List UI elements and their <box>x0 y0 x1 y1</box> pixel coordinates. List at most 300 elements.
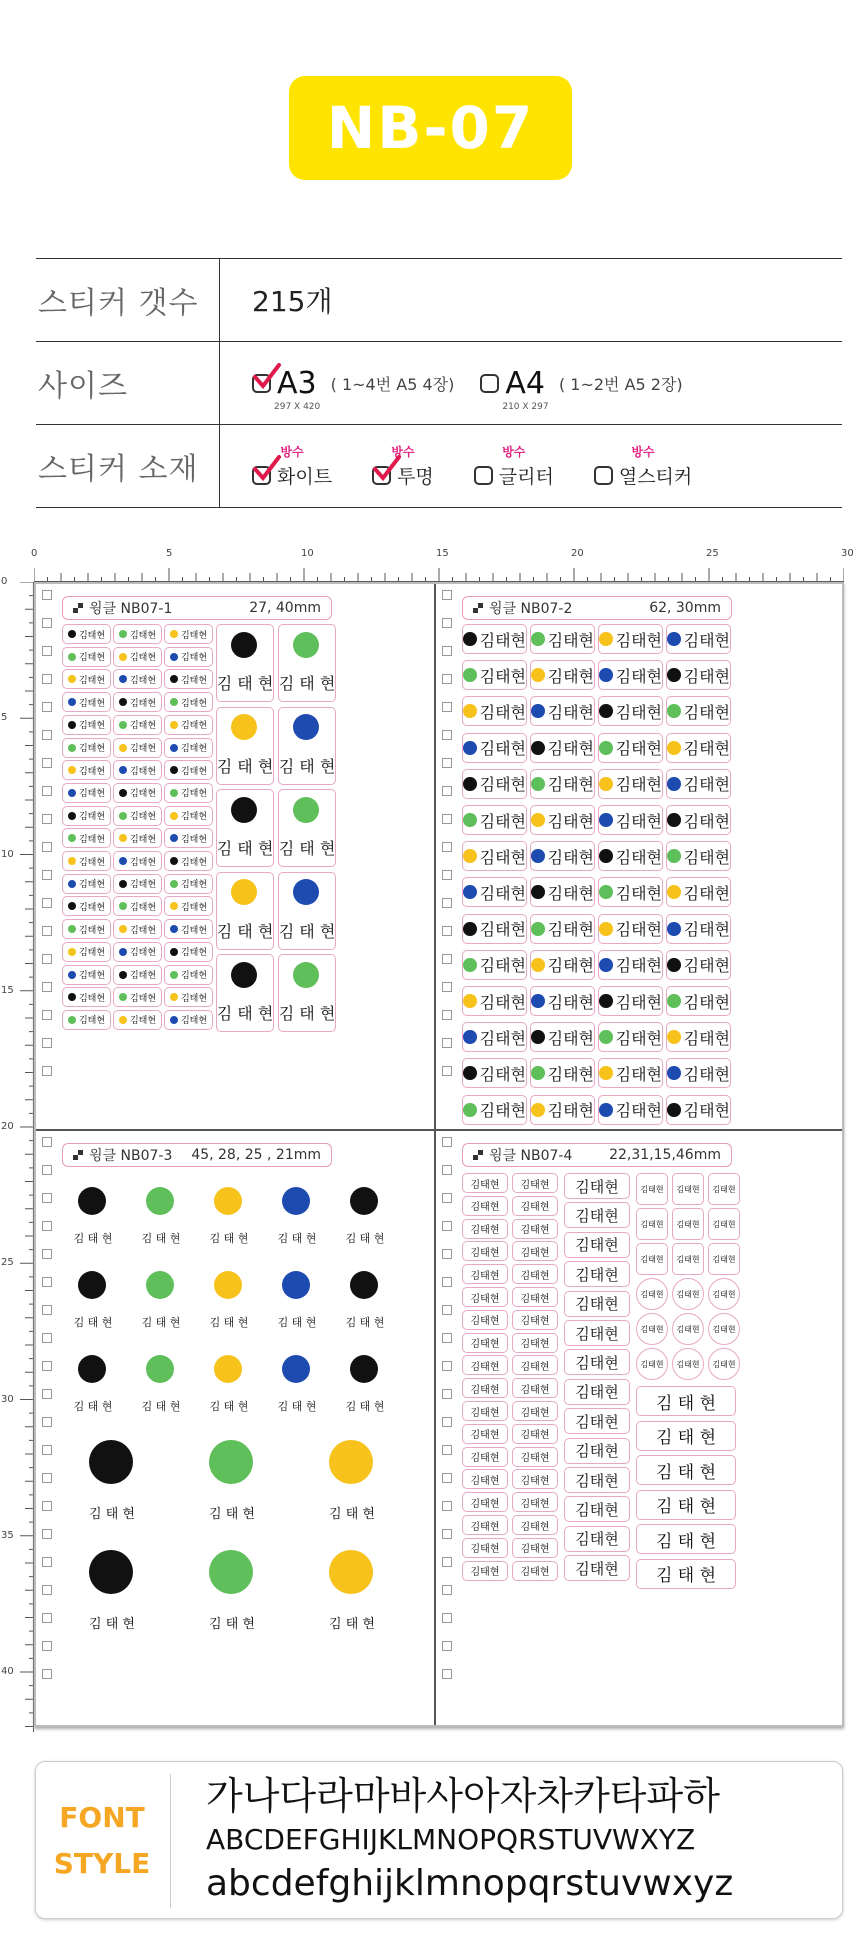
sticker-name: 김태현 <box>479 847 526 867</box>
name-sticker <box>462 660 527 690</box>
animal-icon <box>667 777 681 791</box>
sticker-name: 김태현 <box>180 948 208 959</box>
sticker-name: 김태현 <box>470 1316 500 1328</box>
sticker-name: 김태현 <box>683 630 730 650</box>
material-checkbox[interactable] <box>474 466 493 485</box>
name-sticker <box>512 1310 558 1330</box>
sticker-name: 김태현 <box>676 1359 700 1369</box>
name-sticker <box>130 1179 192 1253</box>
animal-icon <box>599 632 613 646</box>
sticker-name: 김태현 <box>547 920 594 940</box>
name-sticker <box>598 624 663 654</box>
binder-hole <box>442 1557 452 1567</box>
sticker-name: 김태현 <box>676 1254 700 1264</box>
quadrant-title <box>73 598 172 618</box>
animal-icon <box>68 971 76 979</box>
animal-icon <box>68 653 76 661</box>
sticker-name: 김태현 <box>520 1179 550 1191</box>
name-sticker <box>164 965 213 985</box>
name-sticker <box>636 1278 668 1310</box>
name-sticker <box>462 1287 508 1307</box>
binder-hole <box>42 1038 52 1048</box>
animal-icon <box>667 922 681 936</box>
name-sticker <box>512 1401 558 1421</box>
animal-icon <box>463 777 477 791</box>
sticker-name: 김 태 현 <box>345 1399 385 1413</box>
name-sticker <box>113 987 162 1007</box>
animal-icon <box>89 1550 133 1594</box>
sticker-name: 김 태 현 <box>216 1004 274 1024</box>
animal-icon <box>463 668 477 682</box>
sticker-name: 김태현 <box>520 1567 550 1579</box>
sticker-name: 김태현 <box>575 1383 619 1402</box>
name-sticker <box>462 1264 508 1284</box>
size-a4-label: A4 <box>505 365 545 401</box>
quadrant-header <box>62 596 332 620</box>
binder-hole <box>42 1305 52 1315</box>
animal-icon <box>119 766 127 774</box>
sticker-name: 김태현 <box>547 847 594 867</box>
binder-hole <box>442 898 452 908</box>
ruler-top-number: 15 <box>436 548 449 559</box>
sticker-name: 김태현 <box>615 739 662 759</box>
name-sticker <box>636 1243 668 1275</box>
animal-icon <box>68 675 76 683</box>
sticker-name: 김 태 현 <box>655 1531 717 1552</box>
name-sticker <box>113 919 162 939</box>
size-a3-checkbox[interactable] <box>252 374 271 393</box>
sticker-name: 김태현 <box>520 1225 550 1237</box>
sticker-name: 김 태 현 <box>216 756 274 776</box>
name-sticker <box>598 841 663 871</box>
binder-hole <box>42 1137 52 1147</box>
binder-hole <box>42 1249 52 1259</box>
name-sticker <box>530 986 595 1016</box>
material-checkbox[interactable] <box>594 466 613 485</box>
sticker-name: 김태현 <box>547 811 594 831</box>
name-sticker <box>62 624 111 644</box>
binder-hole <box>442 1137 452 1147</box>
name-sticker <box>462 1219 508 1239</box>
sticker-name: 김태현 <box>615 883 662 903</box>
sticker-sheet <box>34 582 844 1727</box>
quadrant-header <box>462 1143 732 1167</box>
sticker-name: 김태현 <box>180 993 208 1004</box>
name-sticker <box>164 851 213 871</box>
animal-icon <box>599 994 613 1008</box>
animal-icon <box>68 698 76 706</box>
sticker-name: 김태현 <box>683 992 730 1012</box>
name-sticker <box>62 760 111 780</box>
checkmark-icon <box>372 454 402 484</box>
sticker-name: 김태현 <box>129 789 157 800</box>
name-sticker <box>672 1243 704 1275</box>
ruler-top-number: 30 <box>841 548 854 559</box>
sticker-name: 김 태 현 <box>209 1315 249 1329</box>
name-sticker <box>512 1219 558 1239</box>
sticker-name: 김 태 현 <box>209 1616 255 1632</box>
sticker-name: 김태현 <box>575 1177 619 1196</box>
quadrant-header <box>62 1143 332 1167</box>
sticker-name: 김태현 <box>683 883 730 903</box>
size-option-a3[interactable] <box>252 365 455 412</box>
name-sticker <box>708 1278 740 1310</box>
binder-hole <box>442 814 452 824</box>
animal-icon <box>214 1355 242 1383</box>
animal-icon <box>667 1066 681 1080</box>
sticker-name: 김태현 <box>78 993 106 1004</box>
name-sticker <box>672 1208 704 1240</box>
name-sticker <box>564 1526 630 1552</box>
name-sticker <box>216 624 274 702</box>
animal-icon <box>599 1030 613 1044</box>
name-sticker <box>278 872 336 950</box>
animal-icon <box>350 1355 378 1383</box>
font-divider <box>170 1774 171 1908</box>
ruler-left-number: 20 <box>1 1121 14 1132</box>
name-sticker <box>462 1310 508 1330</box>
binder-holes <box>42 1137 52 1697</box>
binder-hole <box>442 954 452 964</box>
animal-icon <box>463 849 477 863</box>
sticker-name: 김 태 현 <box>655 1566 717 1586</box>
spec-row-size <box>36 342 842 425</box>
binder-hole <box>42 786 52 796</box>
name-sticker <box>636 1348 668 1380</box>
material-option[interactable] <box>474 443 554 489</box>
name-sticker <box>672 1278 704 1310</box>
name-sticker <box>666 986 731 1016</box>
name-sticker <box>113 738 162 758</box>
animal-icon <box>119 834 127 842</box>
name-sticker <box>598 1022 663 1052</box>
animal-icon <box>146 1355 174 1383</box>
name-sticker <box>530 769 595 799</box>
name-sticker <box>62 783 111 803</box>
sticker-name: 김태현 <box>180 653 208 664</box>
animal-icon <box>293 714 319 740</box>
name-sticker <box>164 669 213 689</box>
sticker-name: 김태현 <box>470 1225 500 1237</box>
sticker-name: 김태현 <box>520 1270 550 1282</box>
animal-icon <box>170 1016 178 1024</box>
name-sticker <box>512 1355 558 1375</box>
sticker-name: 김태현 <box>470 1293 500 1305</box>
material-checkbox[interactable] <box>252 466 271 485</box>
name-sticker <box>462 1447 508 1467</box>
sticker-name: 김태현 <box>78 880 106 891</box>
material-option[interactable] <box>594 443 692 489</box>
animal-icon <box>170 630 178 638</box>
animal-icon <box>667 1103 681 1117</box>
animal-icon <box>119 675 127 683</box>
sticker-name: 김태현 <box>180 698 208 709</box>
sticker-name: 김태현 <box>470 1179 500 1191</box>
animal-icon <box>119 902 127 910</box>
sticker-name: 김태현 <box>129 653 157 664</box>
material-option[interactable] <box>252 443 332 489</box>
name-sticker <box>462 914 527 944</box>
name-sticker <box>512 1264 558 1284</box>
sticker-name: 김태현 <box>180 812 208 823</box>
sticker-name: 김태현 <box>479 1028 526 1048</box>
sticker-name: 김 태 현 <box>655 1462 717 1483</box>
name-sticker <box>182 1431 282 1531</box>
sticker-name: 김 태 현 <box>278 921 336 941</box>
name-sticker <box>512 1333 558 1353</box>
material-checkbox[interactable] <box>372 466 391 485</box>
name-sticker <box>598 769 663 799</box>
name-sticker <box>672 1313 704 1345</box>
name-sticker <box>113 624 162 644</box>
binder-hole <box>42 842 52 852</box>
sticker-name: 김태현 <box>470 1407 500 1419</box>
name-sticker <box>598 950 663 980</box>
animal-icon <box>231 632 257 658</box>
animal-icon <box>170 971 178 979</box>
sticker-name: 김태현 <box>78 789 106 800</box>
binder-hole <box>442 1010 452 1020</box>
binder-hole <box>442 1305 452 1315</box>
binder-hole <box>442 1529 452 1539</box>
name-sticker <box>512 1447 558 1467</box>
name-sticker <box>62 896 111 916</box>
sticker-name: 김 태 현 <box>277 1231 317 1245</box>
animal-icon <box>463 1066 477 1080</box>
name-sticker <box>113 806 162 826</box>
animal-icon <box>119 993 127 1001</box>
binder-hole <box>442 1193 452 1203</box>
binder-hole <box>42 1066 52 1076</box>
sticker-name: 김 태 현 <box>655 1428 717 1448</box>
binder-hole <box>442 1277 452 1287</box>
binder-hole <box>442 1473 452 1483</box>
name-sticker <box>164 647 213 667</box>
sticker-name: 김태현 <box>479 920 526 940</box>
name-sticker <box>636 1559 736 1589</box>
animal-icon <box>599 777 613 791</box>
size-option-a4[interactable] <box>480 365 683 412</box>
name-sticker <box>530 624 595 654</box>
sticker-name: 김 태 현 <box>278 756 336 776</box>
animal-icon <box>68 948 76 956</box>
name-sticker <box>564 1173 630 1199</box>
name-sticker <box>512 1561 558 1581</box>
animal-icon <box>599 1066 613 1080</box>
name-sticker <box>216 707 274 785</box>
animal-icon <box>463 741 477 755</box>
name-sticker <box>198 1347 260 1421</box>
sticker-name: 김태현 <box>470 1544 500 1556</box>
sticker-name: 김태현 <box>129 834 157 845</box>
sticker-name: 김태현 <box>640 1359 664 1369</box>
animal-icon <box>329 1440 373 1484</box>
sticker-name: 김태현 <box>615 811 662 831</box>
name-sticker <box>530 914 595 944</box>
sticker-name: 김태현 <box>129 744 157 754</box>
font-sample-korean: 가나다라마바사아자차카타파하 <box>206 1774 720 1818</box>
animal-icon <box>599 668 613 682</box>
name-sticker <box>462 1469 508 1489</box>
name-sticker <box>62 738 111 758</box>
name-sticker <box>598 1095 663 1125</box>
animal-icon <box>531 1103 545 1117</box>
sticker-name: 김태현 <box>547 883 594 903</box>
sticker-name: 김태현 <box>615 992 662 1012</box>
sticker-name: 김태현 <box>470 1270 500 1282</box>
name-sticker <box>462 1173 508 1193</box>
animal-icon <box>170 789 178 797</box>
grid-icon <box>473 1150 483 1160</box>
animal-icon <box>463 922 477 936</box>
animal-icon <box>68 744 76 752</box>
sticker-name: 김태현 <box>547 1028 594 1048</box>
binder-hole <box>42 618 52 628</box>
name-sticker <box>666 660 731 690</box>
sticker-name: 김태현 <box>479 883 526 903</box>
sticker-name: 김태현 <box>129 675 157 686</box>
sticker-name: 김태현 <box>640 1184 664 1194</box>
name-sticker <box>164 1010 213 1030</box>
quadrant-sizes: 45, 28, 25 , 21mm <box>191 1147 321 1163</box>
name-sticker <box>113 828 162 848</box>
ruler-top-number: 0 <box>31 548 38 559</box>
animal-icon <box>463 704 477 718</box>
name-sticker <box>708 1173 740 1205</box>
binder-hole <box>442 618 452 628</box>
animal-icon <box>667 849 681 863</box>
material-option[interactable] <box>372 443 434 489</box>
name-sticker <box>512 1287 558 1307</box>
sticker-name: 김태현 <box>520 1316 550 1328</box>
binder-hole <box>442 1165 452 1175</box>
quadrant-title-text: 윙클 NB07-2 <box>489 601 573 617</box>
material-tag: 방수 <box>631 445 655 459</box>
name-sticker <box>564 1261 630 1287</box>
font-label-2: STYLE <box>53 1847 151 1880</box>
name-sticker <box>462 841 527 871</box>
ruler-left-number: 30 <box>1 1393 14 1405</box>
sticker-name: 김태현 <box>547 1101 594 1121</box>
count-label: 스티커 갯수 <box>36 259 220 341</box>
name-sticker <box>462 1196 508 1216</box>
binder-holes <box>442 590 452 1094</box>
animal-icon <box>170 948 178 956</box>
binder-hole <box>442 674 452 684</box>
sticker-name: 김 태 현 <box>655 1497 717 1517</box>
sticker-name: 김태현 <box>78 630 106 641</box>
ruler-top-number: 25 <box>706 548 719 559</box>
name-sticker <box>113 669 162 689</box>
sticker-name: 김태현 <box>129 812 157 823</box>
sticker-name: 김태현 <box>180 789 208 800</box>
animal-icon <box>119 971 127 979</box>
binder-hole <box>442 926 452 936</box>
sticker-name: 김태현 <box>547 630 594 650</box>
animal-icon <box>599 885 613 899</box>
name-sticker <box>636 1208 668 1240</box>
sticker-name: 김 태 현 <box>141 1399 181 1413</box>
name-sticker <box>666 877 731 907</box>
name-sticker <box>113 851 162 871</box>
binder-hole <box>42 1361 52 1371</box>
binder-hole <box>42 1277 52 1287</box>
binder-hole <box>42 954 52 964</box>
animal-icon <box>531 704 545 718</box>
material-name: 글리터 <box>498 466 554 488</box>
ruler-left-number: 25 <box>1 1257 14 1269</box>
sticker-sheet-preview <box>0 546 860 1732</box>
name-sticker <box>198 1179 260 1253</box>
animal-icon <box>463 958 477 972</box>
binder-hole <box>442 1613 452 1623</box>
size-a4-checkbox[interactable] <box>480 374 499 393</box>
animal-icon <box>531 813 545 827</box>
animal-icon <box>68 789 76 797</box>
sticker-name: 김태현 <box>640 1219 664 1229</box>
sticker-name: 김태현 <box>129 902 157 913</box>
animal-icon <box>531 777 545 791</box>
binder-hole <box>442 1389 452 1399</box>
quadrant-title <box>73 1145 172 1165</box>
animal-icon <box>463 632 477 646</box>
animal-icon <box>170 653 178 661</box>
sticker-name: 김 태 현 <box>209 1506 255 1522</box>
sticker-name: 김태현 <box>78 971 106 981</box>
ruler-left-ticks <box>0 582 34 1732</box>
binder-hole <box>442 1038 452 1048</box>
sticker-name: 김태현 <box>479 666 526 686</box>
animal-icon <box>599 958 613 972</box>
animal-icon <box>531 1030 545 1044</box>
name-sticker <box>62 919 111 939</box>
name-sticker <box>462 1561 508 1581</box>
name-sticker <box>564 1291 630 1317</box>
binder-hole <box>442 1221 452 1231</box>
sticker-name: 김태현 <box>78 812 106 823</box>
animal-icon <box>214 1271 242 1299</box>
sticker-name: 김태현 <box>479 775 526 795</box>
sticker-name: 김태현 <box>575 1206 619 1225</box>
quadrant-1 <box>36 584 434 1129</box>
animal-icon <box>146 1271 174 1299</box>
name-sticker <box>462 1058 527 1088</box>
animal-icon <box>119 925 127 933</box>
sticker-name: 김태현 <box>575 1295 619 1314</box>
name-sticker <box>462 1424 508 1444</box>
binder-hole <box>42 1165 52 1175</box>
animal-icon <box>599 849 613 863</box>
material-name: 화이트 <box>277 466 333 488</box>
name-sticker <box>62 1010 111 1030</box>
animal-icon <box>170 675 178 683</box>
sticker-name: 김 태 현 <box>329 1506 375 1522</box>
name-sticker <box>512 1515 558 1535</box>
name-sticker <box>636 1313 668 1345</box>
sticker-name: 김태현 <box>575 1471 619 1490</box>
animal-icon <box>350 1271 378 1299</box>
name-sticker <box>462 733 527 763</box>
name-sticker <box>164 715 213 735</box>
checkmark-icon <box>252 362 282 392</box>
quadrant-header <box>462 596 732 620</box>
sticker-name: 김 태 현 <box>216 674 274 694</box>
binder-hole <box>42 814 52 824</box>
sticker-name: 김태현 <box>683 666 730 686</box>
animal-icon <box>531 741 545 755</box>
binder-hole <box>442 1417 452 1427</box>
animal-icon <box>119 653 127 661</box>
